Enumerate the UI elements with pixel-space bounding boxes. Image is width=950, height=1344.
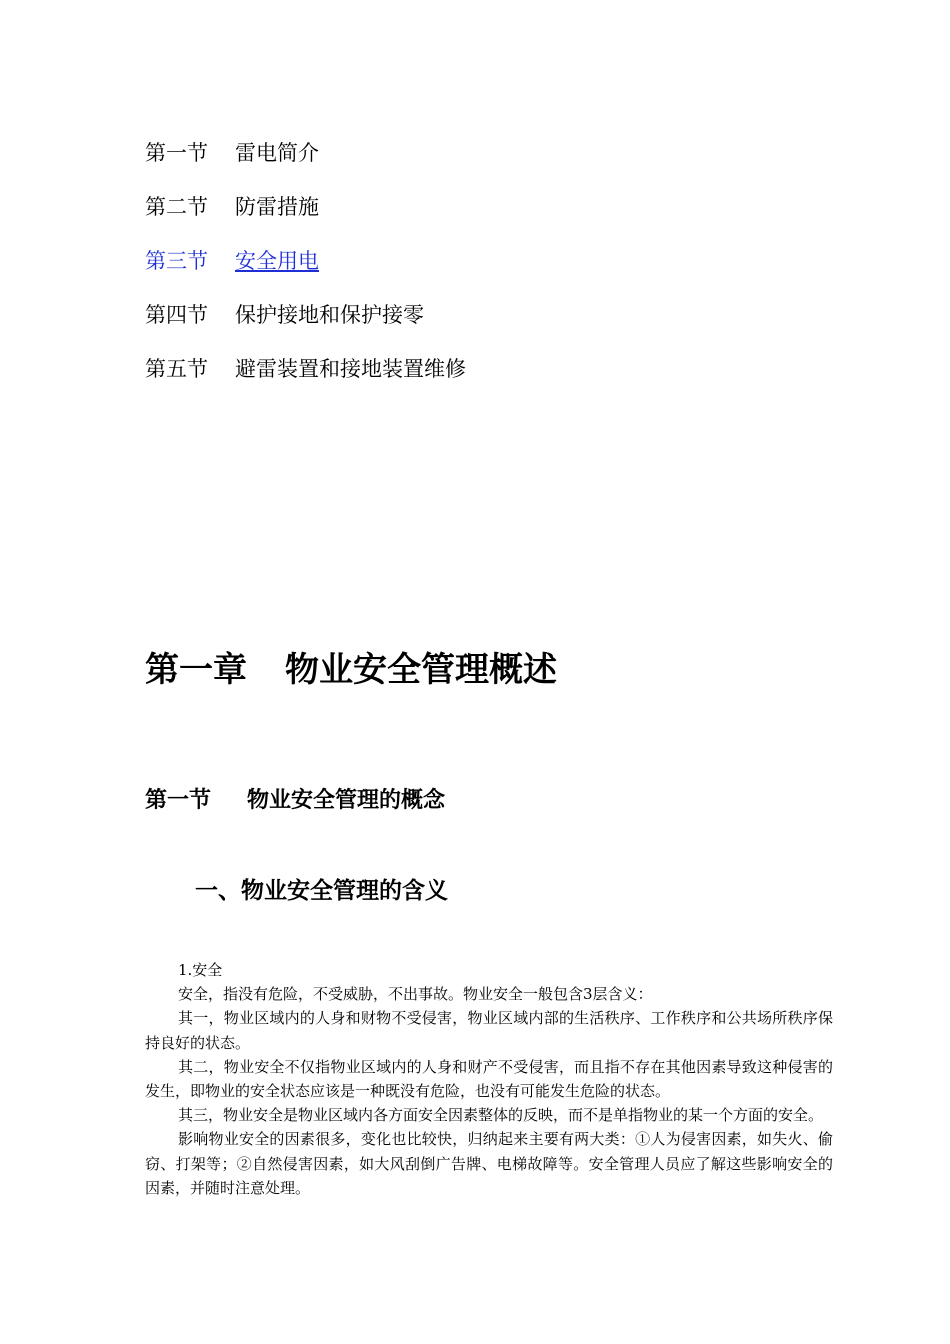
toc-item-1 — [145, 138, 466, 168]
toc-item-2 — [145, 192, 466, 222]
paragraph: 其二，物业安全不仅指物业区域内的人身和财产不受侵害，而且指不存在其他因素导致这种侵害的发生，即物业的安全状态应该是一种既没有危险，也没有可能发生危险的状态。 — [145, 1057, 833, 1101]
toc-item-title: 防雷措施 — [235, 195, 319, 219]
toc-item-title: 避雷装置和接地装置维修 — [235, 357, 466, 381]
toc-item-title: 安全用电 — [235, 249, 319, 273]
chapter-title: 物业安全管理概述 — [285, 650, 557, 690]
body-text — [145, 958, 833, 1200]
chapter-heading — [145, 646, 557, 694]
table-of-contents — [145, 138, 466, 408]
toc-item-number: 第四节 — [145, 303, 208, 327]
paragraph: 影响物业安全的因素很多，变化也比较快，归纳起来主要有两大类：①人为侵害因素，如失火、偷窃、打架等；②自然侵害因素，如大风刮倒广告牌、电梯故障等。安全管理人员应了解这些影响安全的因素，并随时注意处理。 — [145, 1130, 833, 1197]
paragraph: 安全，指没有危险，不受威胁，不出事故。物业安全一般包含3层含义： — [178, 985, 653, 1004]
toc-item-number: 第二节 — [145, 195, 208, 219]
section-heading — [145, 785, 445, 817]
toc-item-title: 保护接地和保护接零 — [235, 303, 424, 327]
chapter-number: 第一章 — [145, 650, 247, 690]
toc-item-number: 第三节 — [145, 249, 208, 273]
toc-item-number: 第一节 — [145, 141, 208, 165]
paragraph-label: 1.安全 — [178, 961, 223, 979]
section-title: 物业安全管理的概念 — [247, 788, 446, 813]
toc-item-number: 第五节 — [145, 357, 208, 381]
section-number: 第一节 — [145, 788, 212, 813]
paragraph: 其一，物业区域内的人身和财物不受侵害，物业区域内部的生活秩序、工作秩序和公共场所秩序保持良好的状态。 — [145, 1009, 833, 1052]
toc-link-safe-electricity[interactable] — [145, 246, 466, 276]
paragraph: 其三，物业安全是物业区域内各方面安全因素整体的反映，而不是单指物业的某一个方面的安全。 — [178, 1106, 824, 1125]
toc-item-4 — [145, 300, 466, 330]
subsection-heading: 一、物业安全管理的含义 — [195, 878, 448, 904]
toc-item-title: 雷电简介 — [235, 141, 319, 165]
toc-item-5 — [145, 354, 466, 384]
